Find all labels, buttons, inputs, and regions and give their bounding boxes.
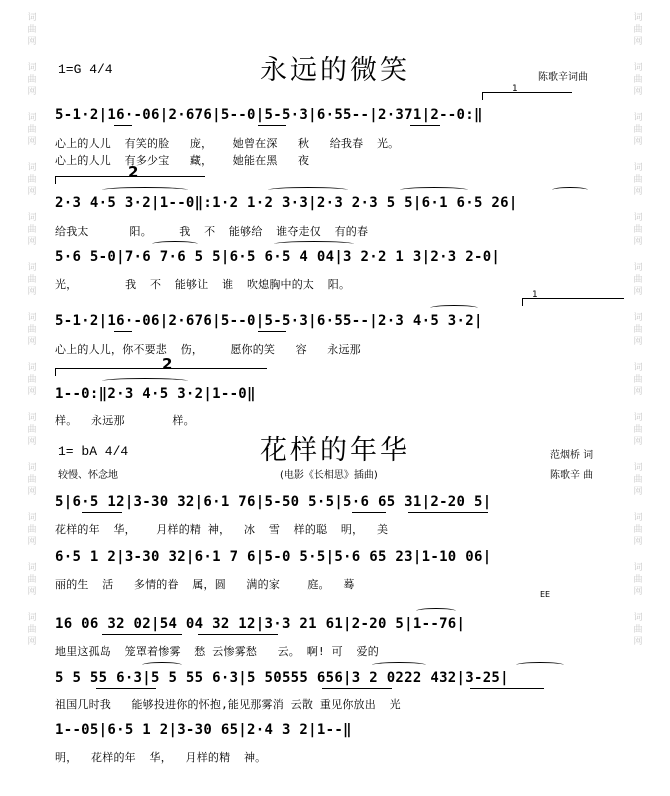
slur-mark — [552, 187, 588, 193]
song1-title: 永远的微笑 — [260, 55, 410, 86]
song2-row5-lyrics: 明， 花样的年 华， 月样的精 神。 — [55, 751, 267, 764]
volta-bracket — [482, 92, 572, 100]
slur-mark — [416, 608, 456, 614]
volta-bracket — [55, 368, 267, 376]
song2-lyricist: 范烟桥 词 — [550, 450, 594, 461]
volta-number: 2 — [162, 355, 173, 373]
song1-row1-lyrics-verse2: 心上的人儿 有多少宝 藏， 她能在黑 夜 — [55, 154, 310, 167]
beam-underline — [198, 634, 278, 635]
sheet-music-page — [22, 4, 648, 792]
song2-row2-lyrics: 丽的生 活 多情的眷 属，圆 满的家 庭。 蓦 — [55, 578, 355, 591]
watermark-left: 词 曲 网 词 曲 网 词 曲 网 词 曲 网 词 曲 网 词 曲 网 词 曲 网 词 曲 网 词 曲 网 词 曲 网 词 曲 网 词 曲 网 词 曲 网 — [27, 13, 37, 647]
song1-key-signature: 1=G 4/4 — [58, 62, 113, 77]
ornament-mark: EE — [540, 590, 551, 599]
beam-underline — [408, 512, 488, 513]
beam-underline — [470, 688, 544, 689]
beam-underline — [96, 688, 156, 689]
beam-underline — [322, 688, 392, 689]
slur-mark — [400, 187, 468, 193]
slur-mark — [142, 662, 182, 668]
song1-credits: 陈歌辛词曲 — [538, 72, 588, 83]
beam-underline — [352, 512, 386, 513]
beam-underline — [114, 331, 132, 332]
song1-row2-lyrics: 给我太 阳。 我 不 能够给 谁夺走仅 有的春 — [55, 225, 369, 238]
watermark-right: 词 曲 网 词 曲 网 词 曲 网 词 曲 网 词 曲 网 词 曲 网 词 曲 网 词 曲 网 词 曲 网 词 曲 网 词 曲 网 词 曲 网 词 曲 网 — [633, 13, 643, 647]
beam-underline — [258, 331, 286, 332]
beam-underline — [82, 512, 122, 513]
beam-underline — [410, 125, 440, 126]
slur-mark — [516, 662, 564, 668]
song2-title: 花样的年华 — [260, 435, 410, 466]
beam-underline — [102, 634, 182, 635]
slur-mark — [152, 241, 198, 247]
volta-number: 2 — [128, 163, 139, 181]
song2-row1-lyrics: 花样的年 华， 月样的精 神， 冰 雪 样的聪 明， 美 — [55, 523, 389, 536]
song2-tempo-mood: 较慢、怀念地 — [58, 470, 118, 481]
volta-number: 1 — [512, 84, 518, 94]
song1-row4-notes: 5-1·2|16·-06|2·676|5--0|5-5·3|6·55--|2·3 4·5 3·2| — [55, 313, 483, 329]
song2-composer: 陈歌辛 曲 — [550, 470, 594, 481]
song2-row4-notes: 5 5 55 6·3|5 5 55 6·3|5 50555 656|3 2 0222 432|3-25| — [55, 670, 509, 686]
song2-row2-notes: 6·5 1 2|3-30 32|6·1 7 6|5-0 5·5|5·6 65 23|1-10 06| — [55, 549, 492, 565]
song2-row1-notes: 5|6·5 12|3-30 32|6·1 76|5-50 5·5|5·6 65 31|2-20 5| — [55, 494, 492, 510]
song2-row4-lyrics: 祖国几时我 能够投进你的怀抱,能见那雾消 云散 重见你放出 光 — [55, 698, 401, 711]
slur-mark — [102, 187, 188, 193]
slur-mark — [430, 305, 478, 311]
song2-row3-lyrics: 地里这孤岛 笼罩着惨雾 愁 云惨雾愁 云。 啊! 可 爱的 — [55, 645, 379, 658]
volta-number: 1 — [532, 290, 538, 300]
song1-row3-notes: 5·6 5-0|7·6 7·6 5 5|6·5 6·5 4 04|3 2·2 1 3|2·3 2-0| — [55, 249, 501, 265]
slur-mark — [102, 378, 188, 384]
beam-underline — [258, 125, 286, 126]
slur-mark — [372, 662, 426, 668]
song2-row5-notes: 1--05|6·5 1 2|3-30 65|2·4 3 2|1--‖ — [55, 722, 352, 738]
song1-row3-lyrics: 光， 我 不 能够让 谁 吹熄胸中的太 阳。 — [55, 278, 351, 291]
song1-row4-lyrics: 心上的人儿，你不要悲 伤， 愿你的笑 容 永远那 — [55, 343, 361, 356]
song2-key-signature: 1= bA 4/4 — [58, 444, 129, 459]
slur-mark — [274, 241, 354, 247]
song2-film-note: (电影《长相思》插曲) — [280, 470, 378, 481]
slur-mark — [268, 187, 348, 193]
song1-row1-notes: 5-1·2|16·-06|2·676|5--0|5-5·3|6·55--|2·371|2--0:‖ — [55, 107, 483, 123]
beam-underline — [114, 125, 132, 126]
song1-row5-notes: 1--0:‖2·3 4·5 3·2|1--0‖ — [55, 386, 256, 402]
song1-row1-lyrics-verse1: 心上的人儿 有笑的脸 庞， 她曾在深 秋 给我春 光。 — [55, 137, 400, 150]
song1-row2-notes: 2·3 4·5 3·2|1--0‖:1·2 1·2 3·3|2·3 2·3 5 5|6·1 6·5 26| — [55, 195, 518, 211]
song1-row5-lyrics: 样。 永远那 样。 — [55, 414, 195, 427]
song2-row3-notes: 16 06 32 02|54 04 32 12|3·3 21 61|2-20 5|1--76| — [55, 616, 466, 632]
